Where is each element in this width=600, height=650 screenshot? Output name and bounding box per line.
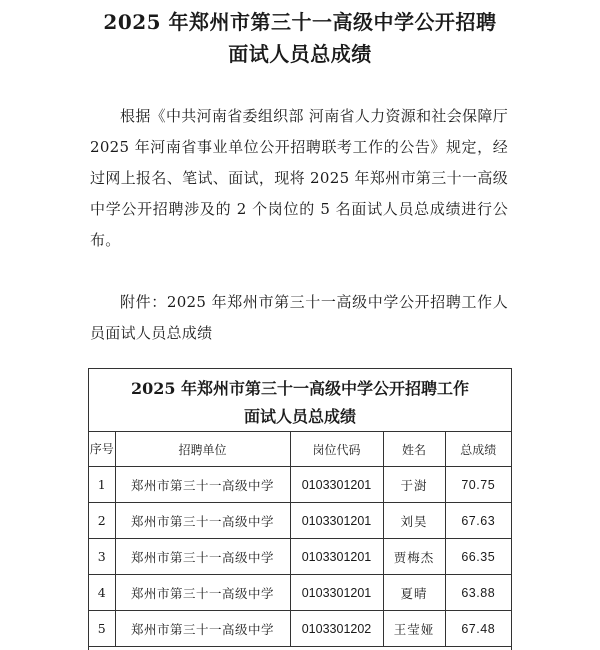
header-seq: 序号 xyxy=(89,432,115,467)
header-name: 姓名 xyxy=(383,432,445,467)
cell-score: 66.35 xyxy=(445,539,511,575)
cell-code: 0103301201 xyxy=(290,503,383,539)
document-title xyxy=(0,6,600,70)
cell-name: 于澍 xyxy=(383,467,445,503)
score-table xyxy=(89,431,511,647)
cell-code: 0103301201 xyxy=(290,467,383,503)
cell-name: 夏晴 xyxy=(383,575,445,611)
cell-seq: 2 xyxy=(89,503,115,539)
table-row xyxy=(89,575,511,611)
table-row xyxy=(89,539,511,575)
cell-unit: 郑州市第三十一高级中学 xyxy=(115,467,290,503)
header-unit: 招聘单位 xyxy=(115,432,290,467)
cell-code: 0103301201 xyxy=(290,539,383,575)
table-header-row xyxy=(89,432,511,467)
table-row xyxy=(89,611,511,647)
cell-unit: 郑州市第三十一高级中学 xyxy=(115,503,290,539)
table-title xyxy=(89,369,511,431)
header-code: 岗位代码 xyxy=(290,432,383,467)
cell-name: 刘昊 xyxy=(383,503,445,539)
cell-score: 67.63 xyxy=(445,503,511,539)
announcement-paragraph: 根据《中共河南省委组织部 河南省人力资源和社会保障厅 2025 年河南省事业单位公开招聘联考工作的公告》规定，经过网上报名、笔试、面试，现将 2025 年郑州市第三十一高级中学公开招聘涉及的 2 个岗位的 5 名面试人员总成绩进行公布。 xyxy=(90,107,508,249)
cell-seq: 3 xyxy=(89,539,115,575)
cell-code: 0103301201 xyxy=(290,575,383,611)
cell-score: 67.48 xyxy=(445,611,511,647)
cell-score: 70.75 xyxy=(445,467,511,503)
attachment-paragraph: 附件：2025 年郑州市第三十一高级中学公开招聘工作人员面试人员总成绩 xyxy=(90,293,508,342)
cell-seq: 5 xyxy=(89,611,115,647)
score-table-container xyxy=(88,368,512,650)
document-title-line-1: 2025 年郑州市第三十一高级中学公开招聘 xyxy=(103,10,497,34)
cell-name: 王莹娅 xyxy=(383,611,445,647)
document-title-line-2: 面试人员总成绩 xyxy=(228,42,372,66)
table-row xyxy=(89,467,511,503)
table-row xyxy=(89,503,511,539)
cell-seq: 1 xyxy=(89,467,115,503)
cell-unit: 郑州市第三十一高级中学 xyxy=(115,539,290,575)
cell-score: 63.88 xyxy=(445,575,511,611)
cell-unit: 郑州市第三十一高级中学 xyxy=(115,575,290,611)
cell-name: 贾梅杰 xyxy=(383,539,445,575)
cell-seq: 4 xyxy=(89,575,115,611)
cell-unit: 郑州市第三十一高级中学 xyxy=(115,611,290,647)
header-score: 总成绩 xyxy=(445,432,511,467)
table-title-line-1: 2025 年郑州市第三十一高级中学公开招聘工作 xyxy=(130,379,470,398)
cell-code: 0103301202 xyxy=(290,611,383,647)
table-title-line-2: 面试人员总成绩 xyxy=(243,407,356,426)
